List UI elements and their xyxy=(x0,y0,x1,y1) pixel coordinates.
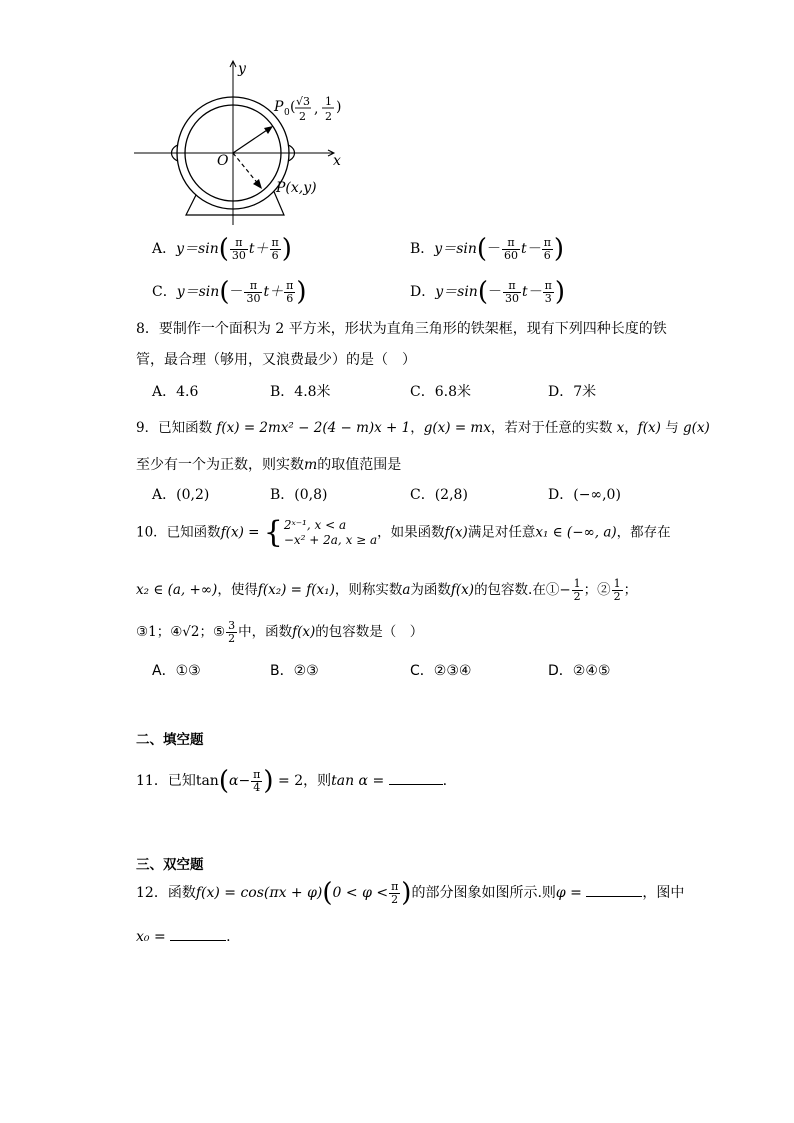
origin-label: O xyxy=(217,153,229,169)
section-double-blank-title: 三、双空题 xyxy=(136,857,204,873)
section-fill-blank-title: 二、填空题 xyxy=(136,732,204,748)
p0-subscript: 0 xyxy=(284,108,290,118)
svg-text:,: , xyxy=(314,101,319,117)
q10-option-a[interactable]: A．①③ xyxy=(152,663,201,679)
q10-line1: 10．已知函数f(x) = { 2ˣ⁻¹, x < a −x² + 2a, x ≥ a ，如果函数f(x)满足对任意x₁ ∈ (−∞, a)，都存在 xyxy=(136,515,671,550)
q8-option-d[interactable]: D．7米 xyxy=(548,384,597,400)
p0-den2: 2 xyxy=(325,110,332,123)
q10-line3: ③1；④√2；⑤ $\frac{3}{2}$ 中，函数f(x)的包容数是（ ） xyxy=(136,619,424,645)
svg-text:): ) xyxy=(336,99,342,115)
q9-option-d[interactable]: D．(−∞,0) xyxy=(548,487,621,503)
q11-answer-blank[interactable] xyxy=(389,772,443,785)
q7-option-c[interactable]: C．y＝sin(－ $\frac{\pi}{30}$ t＋ $\frac{\pi}{6}$ ) xyxy=(152,277,307,307)
q10-option-c[interactable]: C．②③④ xyxy=(410,663,472,679)
q9-option-c[interactable]: C．(2,8) xyxy=(410,487,468,503)
q8-line1: 8．要制作一个面积为 2 平方米，形状为直角三角形的铁架框，现有下列四种长度的铁 xyxy=(136,321,667,337)
q9-option-a[interactable]: A．(0,2) xyxy=(152,487,210,503)
q8-option-b[interactable]: B．4.8米 xyxy=(270,384,331,400)
q7-option-d[interactable]: D．y＝sin(－ $\frac{\pi}{30}$ t－ $\frac{\pi}{3}$ ) xyxy=(410,277,566,307)
q8-option-c[interactable]: C．6.8米 xyxy=(410,384,471,400)
y-axis-label: y xyxy=(238,61,246,77)
q8-option-a[interactable]: A．4.6 xyxy=(152,384,199,400)
p0-num1: √3 xyxy=(296,95,311,108)
p0-den1: 2 xyxy=(299,110,306,123)
wheel-figure xyxy=(128,55,368,230)
q12-line2: x₀ = . xyxy=(136,929,231,945)
q12-phi-blank[interactable] xyxy=(586,884,642,897)
q12-line1: 12．函数f(x) = cos(πx + φ)(0 < φ < $\frac{\pi}{2}$ )的部分图象如图所示.则φ = ，图中 xyxy=(136,878,685,908)
p-label: P(x,y) xyxy=(276,180,317,196)
q9-option-b[interactable]: B．(0,8) xyxy=(270,487,328,503)
q9-line1: 9．已知函数 f(x) = 2mx² − 2(4 − m)x + 1，g(x) = mx，若对于任意的实数 x，f(x) 与 g(x) xyxy=(136,420,710,436)
q12-x0-blank[interactable] xyxy=(170,928,226,941)
q11-line: 11．已知tan(α− $\frac{\pi}{4}$ ) = 2，则tan α = . xyxy=(136,766,448,796)
q7-option-a[interactable]: A．y＝sin( $\frac{\pi}{30}$ t＋ $\frac{\pi}{6}$ ) xyxy=(152,234,292,264)
q9-line2: 至少有一个为正数，则实数m的取值范围是 xyxy=(136,457,402,473)
p0-num2: 1 xyxy=(325,95,332,108)
wheel-diagram xyxy=(128,55,368,230)
p0-label: P xyxy=(274,99,284,115)
q10-option-d[interactable]: D．②④⑤ xyxy=(548,663,611,679)
q10-line2: x₂ ∈ (a, +∞)，使得f(x₂) = f(x₁)，则称实数a为函数f(x)的包容数.在①− $\frac{1}{2}$ ；② $\frac{1}{2}$ ； xyxy=(136,577,638,603)
q10-option-b[interactable]: B．②③ xyxy=(270,663,319,679)
q7-option-b[interactable]: B．y＝sin(－ $\frac{\pi}{60}$ t－ $\frac{\pi}{6}$ ) xyxy=(410,234,565,264)
svg-text:(: ( xyxy=(290,99,296,115)
q8-line2: 管，最合理（够用，又浪费最少）的是（ ） xyxy=(136,352,416,368)
x-axis-label: x xyxy=(333,153,341,169)
